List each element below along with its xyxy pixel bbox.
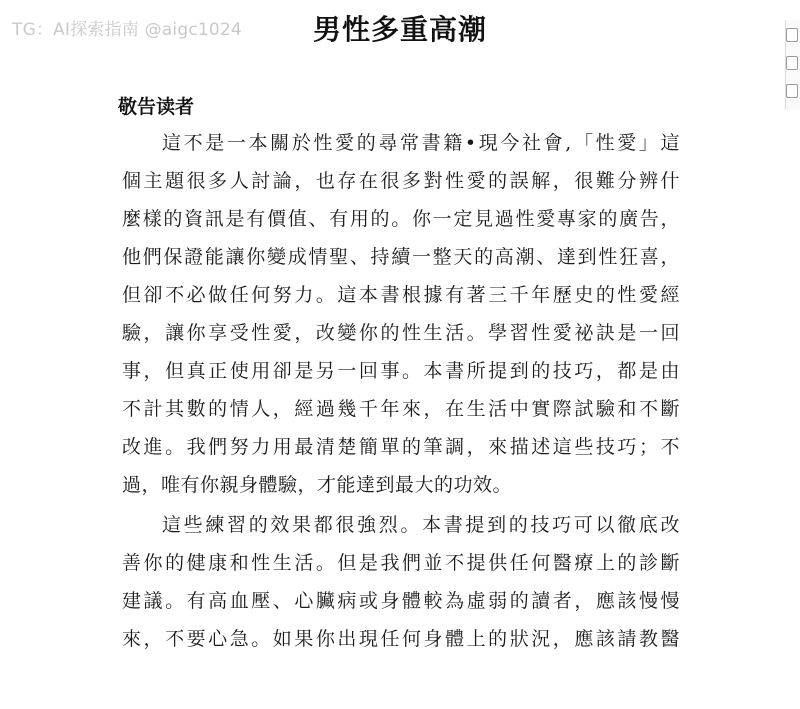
paragraph-line: 過，唯有你親身體驗，才能達到最大的功效。 [122, 474, 513, 496]
paragraph-line: 改進。我們努力用最清楚簡單的筆調，來描述這些技巧；不 [122, 436, 680, 458]
paragraph-line: 來，不要心急。如果你出現任何身體上的狀況，應該請教醫 [122, 628, 680, 650]
paragraph-line: 驗，讓你享受性愛，改變你的性生活。學習性愛祕訣是一回 [122, 322, 680, 344]
bookmark-icon[interactable] [786, 28, 798, 42]
paragraph-line: 他們保證能讓你變成情聖、持續一整天的高潮、達到性狂喜， [122, 246, 680, 268]
document-title: 男性多重高潮 [312, 13, 487, 46]
paragraph-line: 事，但真正使用卻是另一回事。本書所提到的技巧，都是由 [122, 360, 680, 382]
paragraph-line: 麼樣的資訊是有價值、有用的。你一定見過性愛專家的廣告， [122, 208, 680, 230]
bookmark-icon[interactable] [786, 84, 798, 98]
paragraph-line: 善你的健康和性生活。但是我們並不提供任何醫療上的診斷 [122, 552, 680, 574]
paragraph-line: 建議。有高血壓、心臟病或身體較為虛弱的讀者，應該慢慢 [122, 590, 680, 612]
paragraph-line: 不計其數的情人，經過幾千年來，在生活中實際試驗和不斷 [122, 398, 680, 420]
paragraph-line: 這些練習的效果都很強烈。本書提到的技巧可以徹底改 [162, 514, 680, 536]
watermark-text: TG：AI探索指南 @aigc1024 [12, 20, 242, 40]
paragraph-line: 個主題很多人討論，也存在很多對性愛的誤解，很難分辨什 [122, 170, 680, 192]
section-heading: 敬告读者 [118, 96, 195, 118]
paragraph-line: 但卻不必做任何努力。這本書根據有著三千年歷史的性愛經 [122, 284, 680, 306]
paragraph-line: 這不是一本關於性愛的尋常書籍•現今社會,「性愛」這 [162, 132, 680, 154]
bookmark-icon[interactable] [786, 56, 798, 70]
right-edge-toolbar [785, 20, 800, 110]
